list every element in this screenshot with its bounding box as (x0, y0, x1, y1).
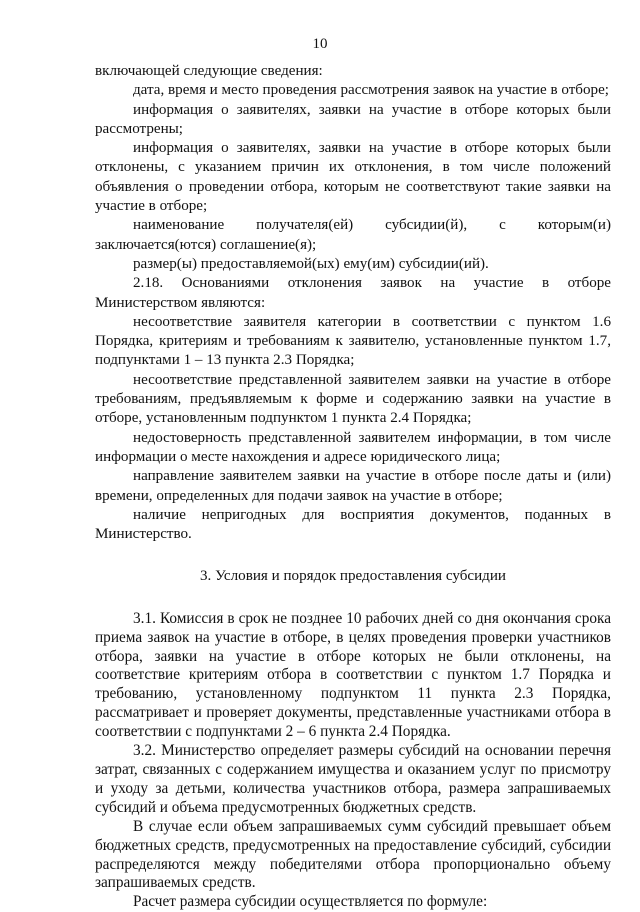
paragraph: дата, время и место проведения рассмотрения заявок на участие в отборе; (133, 82, 609, 99)
paragraph: информация о заявителях, заявки на участие в отборе которых были рассмотрены; (95, 101, 611, 137)
paragraph: информация о заявителях, заявки на участие в отборе которых были отклонены, с указанием причин их отклонения, в том числе положений объявления о проведении отбора, которым не соответствуют такие заявки на участие в отборе; (95, 140, 611, 215)
paragraph: размер(ы) предоставляемой(ых) ему(им) субсидии(ий). (133, 255, 489, 272)
paragraph: недостоверность представленной заявителем информации, в том числе информации о месте нахождения и адресе юридического лица; (95, 429, 611, 465)
paragraph: 3.2. Министерство определяет размеры субсидий на основании перечня затрат, связанных с содержанием имущества и оказанием услуг по присмотру и уходу за детьми, количества участников отбора, размера запрашиваемых субсидий и объема предусмотренных бюджетных средств. (95, 742, 611, 816)
document-body (95, 62, 611, 912)
paragraph: направление заявителем заявки на участие в отборе после даты и (или) времени, определенных для подачи заявок на участие в отборе; (95, 468, 611, 504)
page-number: 10 (312, 36, 328, 52)
paragraph: Расчет размера субсидии осуществляется по формуле: (133, 893, 488, 911)
section-heading: 3. Условия и порядок предоставления субсидии (199, 568, 507, 585)
paragraph: наименование получателя(ей) субсидии(й), с которым(и) заключается(ются) соглашение(я); (95, 217, 611, 253)
paragraph: несоответствие заявителя категории в соответствии с пунктом 1.6 Порядка, критериям и требованиям к заявителю, установленные пунктом 1.7, подпунктами 1 – 13 пункта 2.3 Порядка; (95, 313, 611, 369)
paragraph: 3.1. Комиссия в срок не позднее 10 рабочих дней со дня окончания срока приема заявок на участие в отборе, в целях проведения проверки участников отбора, заявки на участие в отборе которых не были отклонены, на соответствие критериям отбора в соответствии с пунктом 1.7 Порядка и требованию, установленному подпунктом 11 пункта 2.3 Порядка, рассматривает и проверяет документы, представленные участниками отбора в соответствии с подпунктами 2 – 6 пункта 2.4 Порядка. (95, 609, 611, 741)
paragraph: наличие непригодных для восприятия документов, поданных в Министерство. (95, 506, 611, 543)
paragraph: 2.18. Основаниями отклонения заявок на участие в отборе Министерством являются: (95, 275, 611, 311)
paragraph: несоответствие представленной заявителем заявки на участие в отборе требованиям, предъявляемым к форме и содержанию заявки на участие в отборе, установленным подпунктом 1 пункта 2.4 Порядка; (95, 371, 611, 427)
paragraph: В случае если объем запрашиваемых сумм субсидий превышает объем бюджетных средств, предусмотренных на предоставление субсидий, субсидии распределяются между победителями отбора пропорционально объему запрашиваемых средств. (95, 817, 611, 892)
paragraph: включающей следующие сведения: (95, 63, 323, 79)
